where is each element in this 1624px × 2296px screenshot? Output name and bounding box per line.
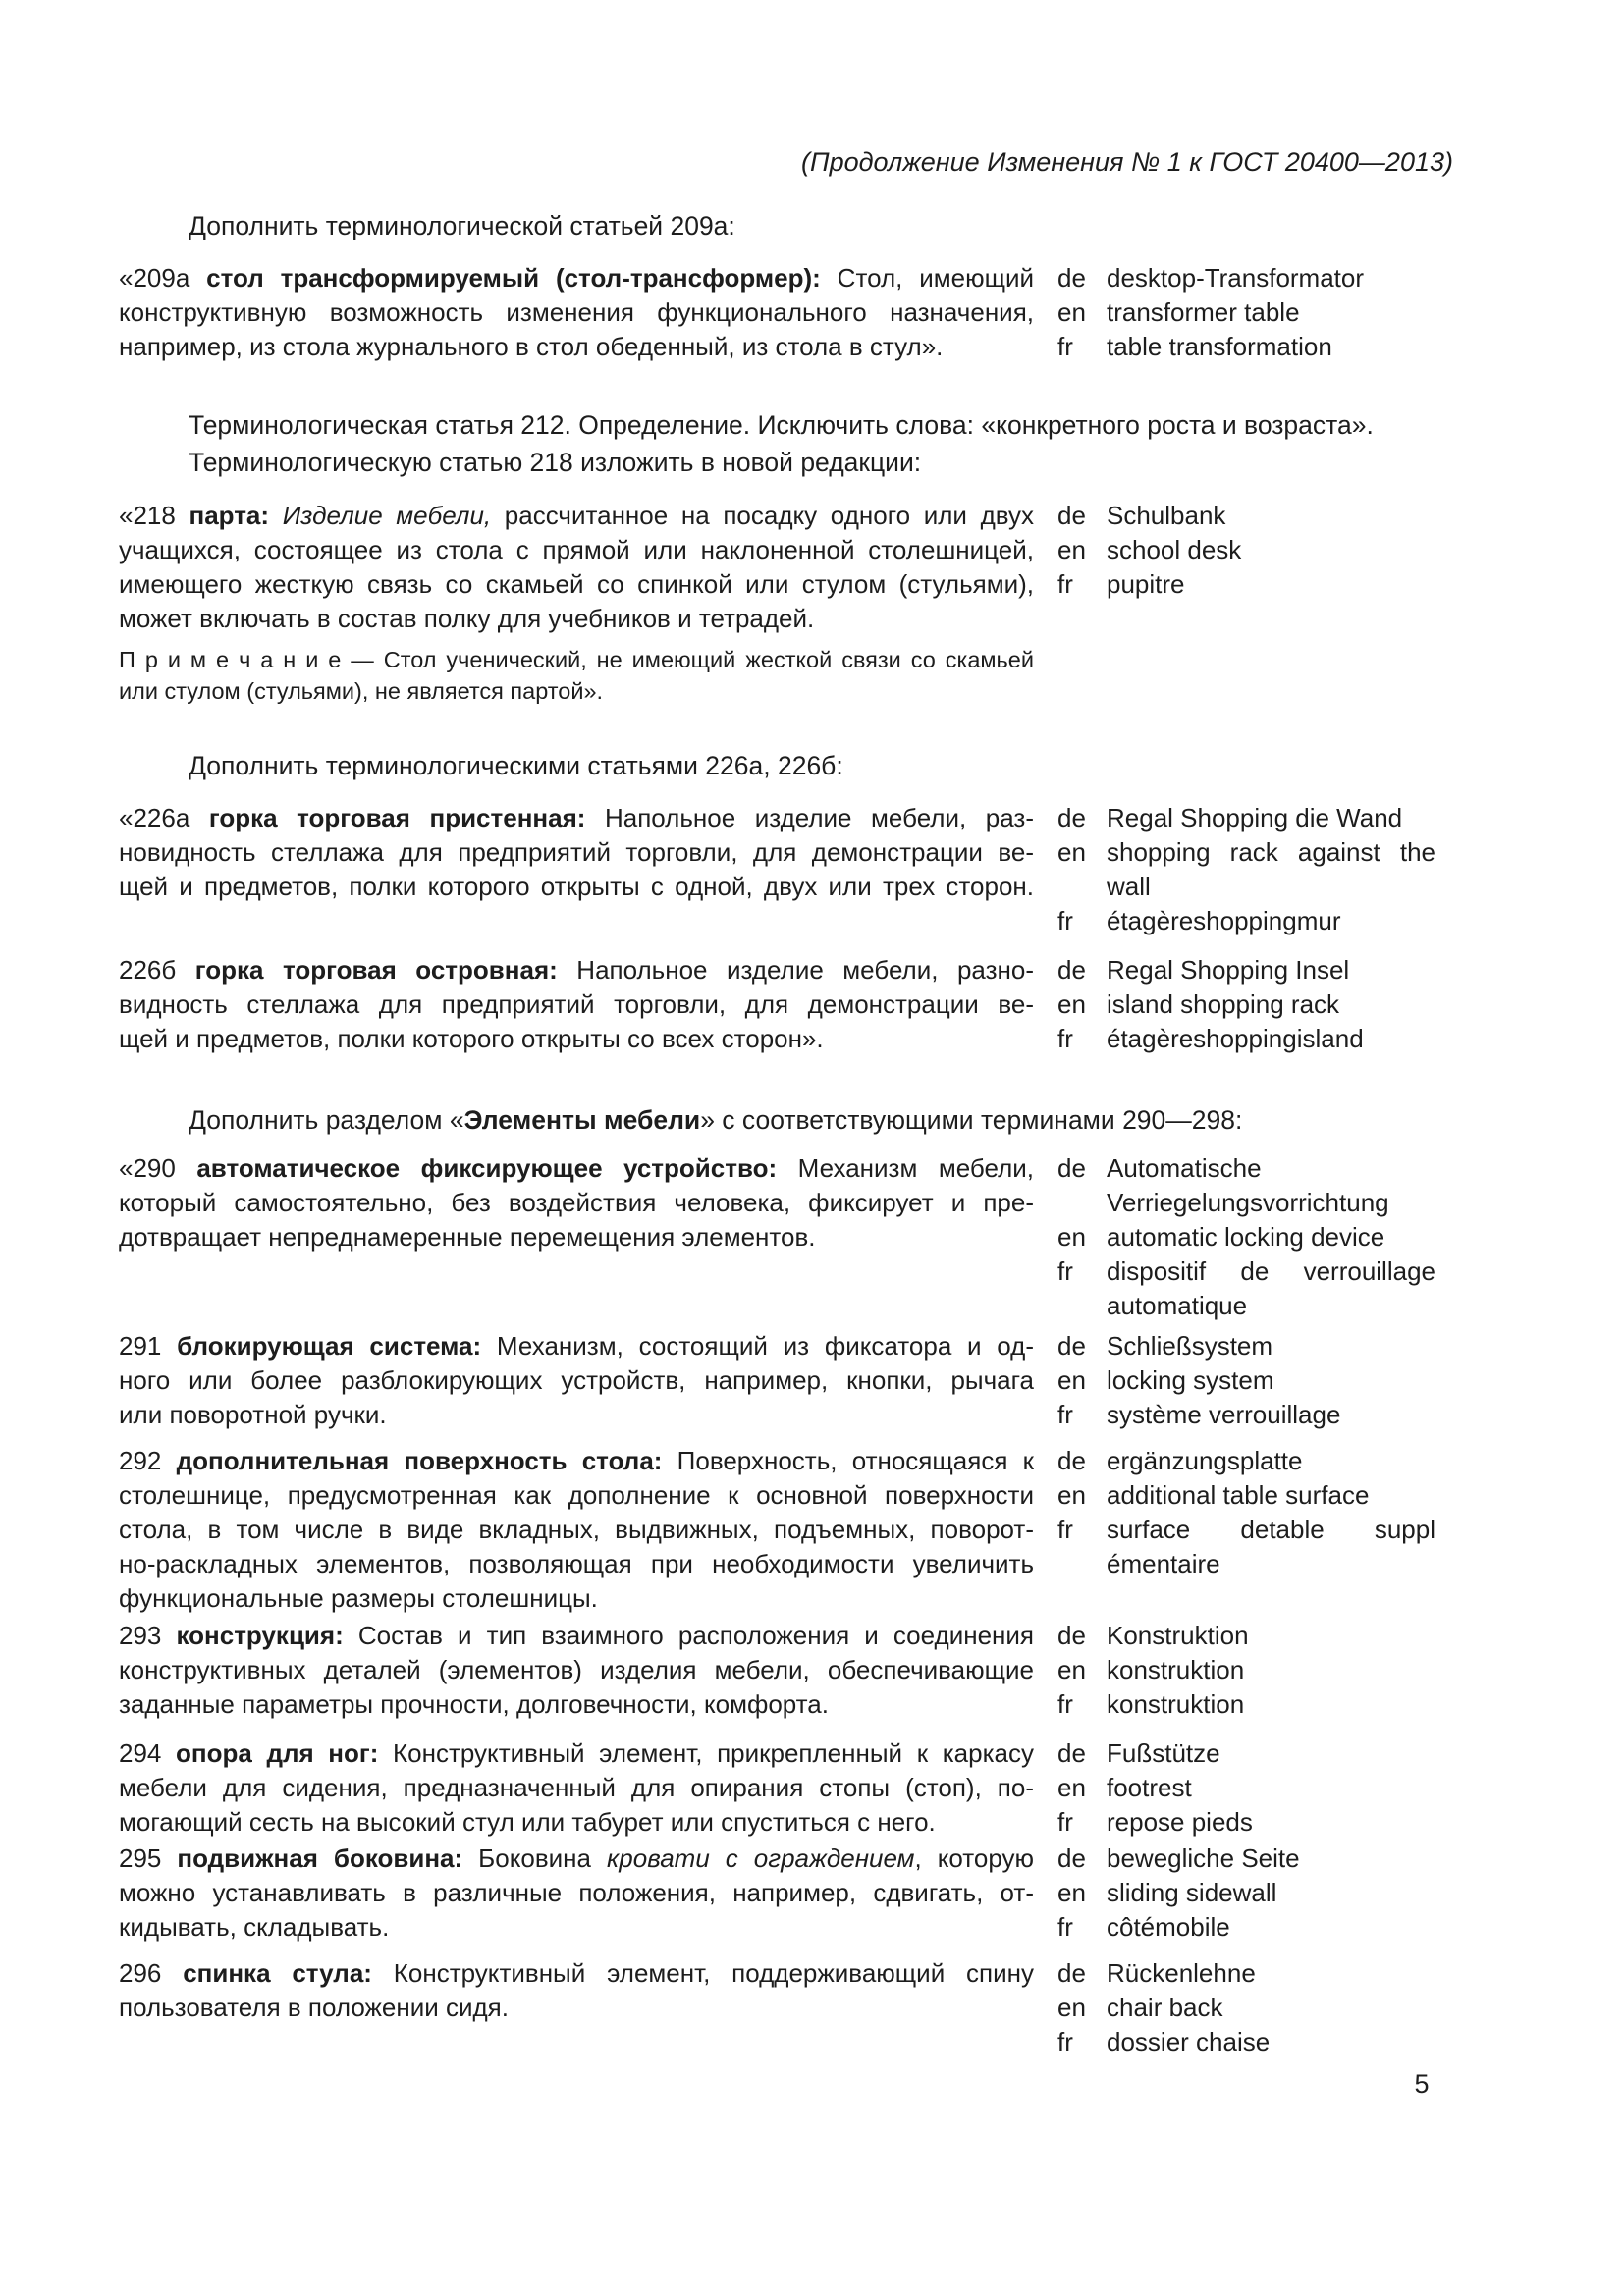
translation-row [1057,1329,1435,1363]
intro-article-218: Терминологическую статью 218 изложить в новой редакции: [189,448,922,477]
definition-line: учащихся, состоящее из стола с прямой или наклоненной столешницей, [119,535,1034,564]
translation-text: étagèreshoppingisland [1107,1024,1364,1053]
definition-line [119,801,1034,835]
note-line: П р и м е ч а н и е — Стол ученический, не имеющий жесткой связи со скамьей [119,647,1034,672]
page-header-continuation: (Продолжение Изменения № 1 к ГОСТ 20400—2013) [801,147,1453,177]
intro-add-section [189,1103,1242,1138]
translation-row [1057,1736,1435,1771]
translation-text: shopping rack against the [1107,837,1435,867]
definition-line [119,1842,1034,1876]
lang-code: fr [1057,906,1073,935]
definition-column [119,1619,1034,1722]
lang-code: de [1057,1446,1086,1475]
lang-code: de [1057,1153,1086,1183]
lang-code: de [1057,1738,1086,1768]
entry-prefix: «290 [119,1153,197,1183]
translation-column [1057,261,1435,364]
entry-after-text: Напольное изделие мебели, разно- [557,955,1034,985]
definition-column [119,1444,1034,1616]
definition-line: можно устанавливать в различные положения, например, сдвигать, от- [119,1878,1034,1907]
entry-prefix: 294 [119,1738,177,1768]
definition-column [119,1329,1034,1432]
entry-italic-text: Изделие мебели, [269,501,492,530]
lang-code: en [1057,989,1086,1019]
translation-row [1057,904,1435,938]
translation-row [1057,261,1435,295]
translation-row [1057,870,1435,904]
translation-row [1057,1619,1435,1653]
translation-text: sliding sidewall [1107,1878,1277,1907]
entry-after-text: Стол, имеющий [820,263,1034,293]
translation-column [1057,1329,1435,1432]
translation-row [1057,1398,1435,1432]
definition-line: конструктивных деталей (элементов) изделия мебели, обеспечивающие [119,1655,1034,1684]
entry-term-bold: спинка стула: [183,1958,372,1988]
translation-row [1057,1186,1435,1220]
translation-row [1057,1289,1435,1323]
translation-row [1057,1910,1435,1945]
definition-line: пользователя в положении сидя. [119,1993,509,2022]
lang-code: en [1057,297,1086,327]
lang-code: en [1057,1655,1086,1684]
lang-code: en [1057,1222,1086,1252]
intro-article-212: Терминологическая статья 212. Определение. Исключить слова: «конкретного роста и возраста». [189,410,1374,440]
translation-text: island shopping rack [1107,989,1340,1019]
translation-text: ergänzungsplatte [1107,1446,1303,1475]
translation-row [1057,1805,1435,1840]
translation-column [1057,801,1435,938]
translation-text: Fußstütze [1107,1738,1220,1768]
entry-prefix: 295 [119,1843,178,1873]
translation-text: Schließsystem [1107,1331,1273,1361]
definition-column [119,1956,1034,2025]
entry-after-text: Конструктивный элемент, поддерживающий спину [371,1958,1034,1988]
entry-after-text: Поверхность, относящаяся к [662,1446,1034,1475]
lang-code: fr [1057,1807,1073,1837]
translation-text: school desk [1107,535,1242,564]
translation-text: surface detable suppl [1107,1515,1435,1544]
translation-text: bewegliche Seite [1107,1843,1300,1873]
translation-text: émentaire [1107,1549,1220,1578]
lang-code: fr [1057,1912,1073,1942]
entry-prefix: 293 [119,1621,177,1650]
entry-term-bold: блокирующая система: [177,1331,482,1361]
definition-line: может включать в состав полку для учебников и тетрадей. [119,604,815,633]
entry-after-text: Конструктивный элемент, прикрепленный к каркасу [378,1738,1034,1768]
lang-code: fr [1057,1515,1073,1544]
lang-code: en [1057,1878,1086,1907]
definition-line: имеющего жесткую связь со скамьей со спинкой или стулом (стульями), [119,569,1034,599]
translation-row [1057,1653,1435,1687]
definition-line: щей и предметов, полки которого открыты с одной, двух или трех сторон. [119,872,1034,901]
translation-text: additional table surface [1107,1480,1370,1510]
definition-line [119,1151,1034,1186]
translation-row [1057,1022,1435,1056]
translation-text: Rückenlehne [1107,1958,1256,1988]
translation-text: Regal Shopping Insel [1107,955,1350,985]
lang-code: en [1057,1773,1086,1802]
intro-section-bold: Элементы мебели [463,1105,701,1135]
translation-text: système verrouillage [1107,1400,1341,1429]
entry-after-text: рассчитанное на посадку одного или двух [491,501,1034,530]
entry-mid-text: Боковина [462,1843,607,1873]
note-block [119,644,1034,707]
lang-code: en [1057,535,1086,564]
translation-text: Automatische [1107,1153,1262,1183]
definition-line: мебели для сидения, предназначенный для опирания стопы (стоп), по- [119,1773,1034,1802]
translation-text: Schulbank [1107,501,1226,530]
entry-term-bold: подвижная боковина: [177,1843,463,1873]
lang-code: de [1057,1843,1086,1873]
definition-column [119,1842,1034,1945]
entry-term-bold: конструкция: [176,1621,344,1650]
entry-term-bold: горка торговая пристенная: [208,803,586,832]
translation-text: pupitre [1107,569,1185,599]
entry-term-bold: парта: [189,501,270,530]
translation-text: dossier chaise [1107,2027,1271,2056]
entry-prefix: 291 [119,1331,178,1361]
translation-column [1057,1444,1435,1581]
intro-add-226: Дополнить терминологическими статьями 226а, 226б: [189,751,843,780]
lang-code: de [1057,501,1086,530]
translation-row [1057,1513,1435,1547]
translation-row [1057,2025,1435,2059]
definition-line [119,261,1034,295]
lang-code: de [1057,1621,1086,1650]
lang-code [1057,1186,1107,1220]
translation-column [1057,1736,1435,1840]
entry-prefix: «226а [119,803,209,832]
definition-line: дотвращает непреднамеренные перемещения элементов. [119,1222,816,1252]
translation-text: transformer table [1107,297,1300,327]
definition-line: могающий сесть на высокий стул или табурет или спуститься с него. [119,1807,936,1837]
translation-row [1057,1478,1435,1513]
lang-code: de [1057,1331,1086,1361]
translation-row [1057,1771,1435,1805]
lang-code [1057,870,1107,904]
entry-prefix: 292 [119,1446,177,1475]
lang-code: fr [1057,1024,1073,1053]
entry-term-bold: автоматическое фиксирующее устройство: [196,1153,778,1183]
translation-row [1057,801,1435,835]
entry-after-text: Механизм мебели, [777,1153,1034,1183]
translation-text: chair back [1107,1993,1223,2022]
note-line: или стулом (стульями), не является партой». [119,678,604,704]
definition-line: видность стеллажа для предприятий торговли, для демонстрации ве- [119,989,1034,1019]
translation-column [1057,953,1435,1056]
definition-line [119,1956,1034,1991]
intro-section-post: » с соответствующими терминами 290—298: [700,1105,1243,1135]
translation-text: dispositif de verrouillage [1107,1256,1435,1286]
definition-line: щей и предметов, полки которого открыты со всех сторон». [119,1024,824,1053]
entry-prefix: 226б [119,955,195,985]
translation-text: Konstruktion [1107,1621,1249,1650]
lang-code: fr [1057,1256,1073,1286]
definition-column [119,953,1034,1056]
translation-text: footrest [1107,1773,1192,1802]
translation-text: konstruktion [1107,1655,1245,1684]
translation-column [1057,1619,1435,1722]
translation-column [1057,1956,1435,2059]
intro-add-209a: Дополнить терминологической статьей 209а: [189,211,735,240]
translation-row [1057,1991,1435,2025]
definition-line: кидывать, складывать. [119,1912,390,1942]
entry-term-bold: дополнительная поверхность стола: [176,1446,663,1475]
definition-line: новидность стеллажа для предприятий торговли, для демонстрации ве- [119,837,1034,867]
definition-line: например, из стола журнального в стол обеденный, из стола в стул». [119,332,944,361]
translation-row [1057,953,1435,988]
entry-prefix: «218 [119,501,189,530]
entry-term-bold: горка торговая островная: [194,955,558,985]
definition-line: или поворотной ручки. [119,1400,387,1429]
definition-column [119,1736,1034,1840]
definition-line: стола, в том числе в виде вкладных, выдвижных, подъемных, поворот- [119,1515,1034,1544]
translation-row [1057,1842,1435,1876]
translation-text: konstruktion [1107,1689,1245,1719]
translation-row [1057,295,1435,330]
lang-code: en [1057,1993,1086,2022]
definition-line [119,1619,1034,1653]
definition-column [119,801,1034,904]
entry-term-bold: опора для ног: [176,1738,379,1768]
entry-prefix: «209а [119,263,207,293]
page-number: 5 [1414,2069,1430,2099]
translation-column [1057,1151,1435,1323]
translation-row [1057,499,1435,533]
translation-row [1057,1547,1435,1581]
entry-after-text: Механизм, состоящий из фиксатора и од- [481,1331,1034,1361]
translation-row [1057,1363,1435,1398]
lang-code: fr [1057,1689,1073,1719]
definition-column [119,261,1034,364]
intro-section-pre: Дополнить разделом « [189,1105,464,1135]
translation-row [1057,1687,1435,1722]
definition-line [119,1736,1034,1771]
lang-code [1057,1289,1107,1323]
translation-text: wall [1107,872,1151,901]
lang-code: fr [1057,2027,1073,2056]
translation-row [1057,988,1435,1022]
translation-text: automatique [1107,1291,1248,1320]
definition-line: столешнице, предусмотренная как дополнение к основной поверхности [119,1480,1034,1510]
lang-code: en [1057,1365,1086,1395]
translation-text: repose pieds [1107,1807,1253,1837]
translation-column [1057,499,1435,602]
definition-line: конструктивную возможность изменения функционального назначения, [119,297,1034,327]
translation-text: desktop-Transformator [1107,263,1365,293]
definition-line: ного или более разблокирующих устройств, например, кнопки, рычага [119,1365,1034,1395]
translation-row [1057,1255,1435,1289]
translation-row [1057,330,1435,364]
lang-code: fr [1057,569,1073,599]
lang-code: en [1057,1480,1086,1510]
entry-italic-text: кровати с ограждением [607,1843,915,1873]
definition-line: заданные параметры прочности, долговечности, комфорта. [119,1689,829,1719]
lang-code: fr [1057,332,1073,361]
translation-column [1057,1842,1435,1945]
translation-row [1057,533,1435,567]
lang-code: de [1057,1958,1086,1988]
definition-line [119,1444,1034,1478]
definition-line [119,953,1034,988]
translation-row [1057,1444,1435,1478]
lang-code: de [1057,803,1086,832]
definition-line: функциональные размеры столешницы. [119,1583,598,1613]
translation-row [1057,1876,1435,1910]
definition-column [119,499,1034,636]
translation-row [1057,567,1435,602]
translation-text: Verriegelungsvorrichtung [1107,1188,1389,1217]
definition-column [119,1151,1034,1255]
entry-prefix: 296 [119,1958,184,1988]
translation-row [1057,835,1435,870]
lang-code: fr [1057,1400,1073,1429]
translation-text: automatic locking device [1107,1222,1385,1252]
lang-code [1057,1547,1107,1581]
translation-row [1057,1151,1435,1186]
lang-code: en [1057,837,1086,867]
definition-line: который самостоятельно, без воздействия человека, фиксирует и пре- [119,1188,1034,1217]
lang-code: de [1057,263,1086,293]
translation-text: locking system [1107,1365,1274,1395]
entry-after-text: Напольное изделие мебели, раз- [585,803,1034,832]
translation-text: côtémobile [1107,1912,1230,1942]
entry-term-bold: стол трансформируемый (стол-трансформер): [206,263,821,293]
lang-code: de [1057,955,1086,985]
definition-line: но-раскладных элементов, позволяющая при необходимости увеличить [119,1549,1034,1578]
entry-after-text: , которую [914,1843,1034,1873]
translation-text: table transformation [1107,332,1332,361]
translation-row [1057,1220,1435,1255]
translation-text: étagèreshoppingmur [1107,906,1341,935]
definition-line [119,1329,1034,1363]
translation-text: Regal Shopping die Wand [1107,803,1403,832]
definition-line [119,499,1034,533]
entry-after-text: Состав и тип взаимного расположения и соединения [343,1621,1034,1650]
translation-row [1057,1956,1435,1991]
